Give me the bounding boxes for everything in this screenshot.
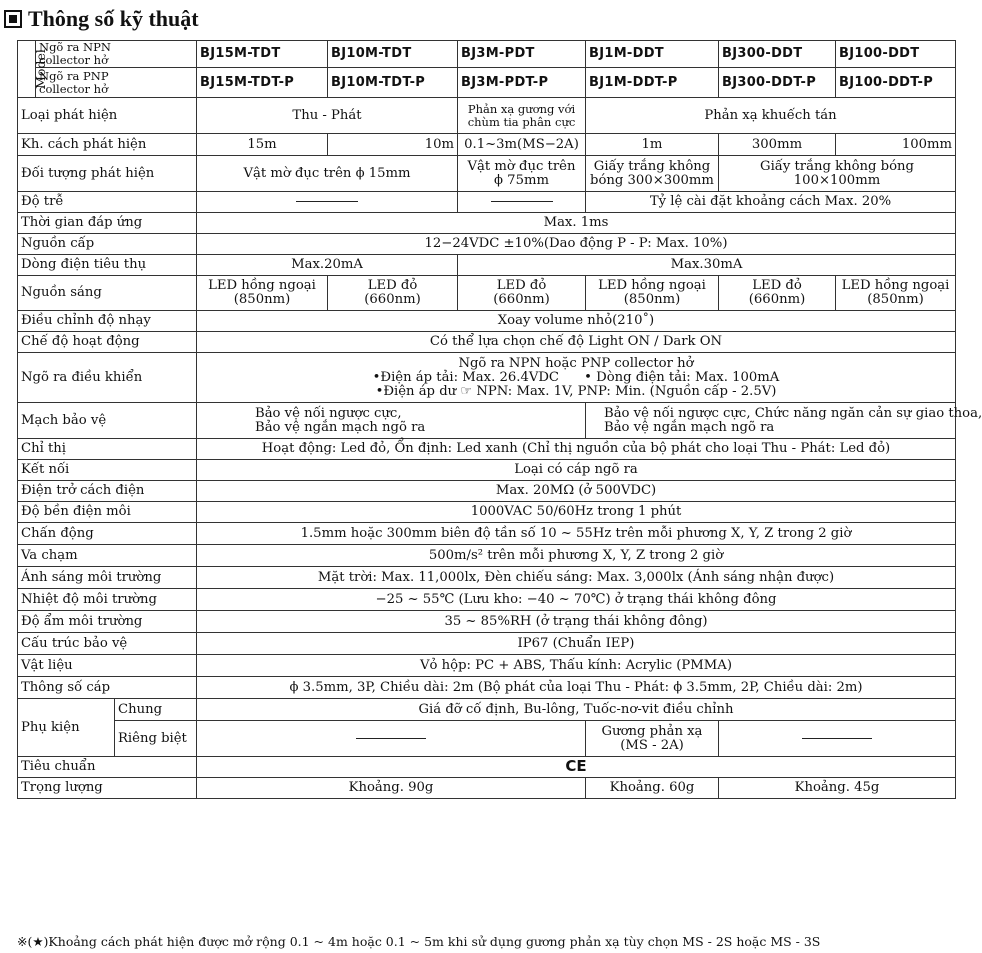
light-source-v4: LED hồng ngoại (850nm) [586,276,719,311]
row-light-source [18,276,956,311]
humidity-value: 35 ~ 85%RH (ở trạng thái không đông) [197,611,956,633]
ambient-light-value: Mặt trời: Max. 11,000lx, Đèn chiếu sáng: Max. 3,000lx (Ánh sáng nhận được) [197,567,956,589]
standard-label: Tiêu chuẩn [18,757,197,778]
dielectric-value: 1000VAC 50/60Hz trong 1 phút [197,502,956,523]
accessories-individual-v2: Gương phản xạ (MS - 2A) [586,721,719,757]
row-protection [18,403,956,439]
ambient-light-label: Ánh sáng môi trường [18,567,197,589]
row-response [18,213,956,234]
accessories-label: Phụ kiện [18,699,115,757]
footnote: ※(★)Khoảng cách phát hiện được mở rộng 0.1 ~ 4m hoặc 0.1 ~ 5m khi sử dụng gương phản xạ tùy chọn MS - 2S hoặc MS - 3S [17,934,821,949]
detection-type-v2: Phản xạ gương với chùm tia phân cực [458,98,586,134]
protection-rating-label: Cấu trúc bảo vệ [18,633,197,655]
insulation-label: Điện trở cách điện [18,481,197,502]
light-source-v5: LED đỏ (660nm) [719,276,836,311]
response-label: Thời gian đáp ứng [18,213,197,234]
ce-mark-icon: CE [565,757,587,775]
material-label: Vật liệu [18,655,197,677]
model-label-cell [18,41,48,98]
row-current [18,255,956,276]
mode-label: Chế độ hoạt động [18,332,197,353]
distance-v4: 1m [586,134,719,156]
model-npn-4: BJ1M-DDT [586,41,719,68]
spec-table [17,40,982,799]
distance-v3: 0.1~3m(MS−2A) [458,134,586,156]
title-text: Thông số kỹ thuật [28,6,199,31]
row-hysteresis [18,192,956,213]
current-v2: Max.30mA [458,255,956,276]
model-pnp-6: BJ100-DDT-P [836,68,956,98]
weight-label: Trọng lượng [18,778,197,799]
temperature-label: Nhiệt độ môi trường [18,589,197,611]
model-pnp-2: BJ10M-TDT-P [328,68,458,98]
light-source-v2: LED đỏ (660nm) [328,276,458,311]
cable-value: ϕ 3.5mm, 3P, Chiều dài: 2m (Bộ phát của loại Thu - Phát: ϕ 3.5mm, 2P, Chiều dài: 2m) [197,677,956,699]
model-npn-6: BJ100-DDT [836,41,956,68]
standard-value [197,757,956,778]
hysteresis-v2 [458,192,586,213]
row-material [18,655,956,677]
sensitivity-value: Xoay volume nhỏ(210˚) [197,311,956,332]
detection-type-v3: Phản xạ khuếch tán [586,98,956,134]
shock-value: 500m/s² trên mỗi phương X, Y, Z trong 2 giờ [197,545,956,567]
detection-type-label: Loại phát hiện [18,98,197,134]
vibration-label: Chấn động [18,523,197,545]
hysteresis-label: Độ trễ [18,192,197,213]
square-bullet-icon [4,10,22,28]
model-npn-2: BJ10M-TDT [328,41,458,68]
weight-v2: Khoảng. 60g [586,778,719,799]
row-dielectric [18,502,956,523]
distance-label: Kh. cách phát hiện [18,134,197,156]
mode-value: Có thể lựa chọn chế độ Light ON / Dark ON [197,332,956,353]
indicator-value: Hoạt động: Led đỏ, Ổn định: Led xanh (Chỉ thị nguồn của bộ phát cho loại Thu - Phát: Led đỏ) [197,439,956,460]
current-label: Dòng điện tiêu thụ [18,255,197,276]
weight-v3: Khoảng. 45g [719,778,956,799]
protection-v1: Bảo vệ nối ngược cực, Bảo vệ ngắn mạch ngõ ra [197,403,586,439]
target-v2: Vật mờ đục trên ϕ 75mm [458,156,586,192]
output-label: Ngõ ra điều khiển [18,353,197,403]
vibration-value: 1.5mm hoặc 300mm biên độ tần số 10 ~ 55Hz trên mỗi phương X, Y, Z trong 2 giờ [197,523,956,545]
connection-value: Loại có cáp ngõ ra [197,460,956,481]
model-npn-5: BJ300-DDT [719,41,836,68]
detection-type-v1: Thu - Phát [197,98,458,134]
model-npn-3: BJ3M-PDT [458,41,586,68]
light-source-v3: LED đỏ (660nm) [458,276,586,311]
model-pnp-5: BJ300-DDT-P [719,68,836,98]
light-source-v6: LED hồng ngoại (850nm) [836,276,956,311]
row-cable [18,677,956,699]
sensitivity-label: Điều chỉnh độ nhạy [18,311,197,332]
current-v1: Max.20mA [197,255,458,276]
distance-v6: 100mm [836,134,956,156]
target-v3: Giấy trắng không bóng 300×300mm [586,156,719,192]
row-output [18,353,956,403]
row-humidity [18,611,956,633]
row-protection-rating [18,633,956,655]
npn-label: Ngõ ra NPN collector hở [36,41,197,68]
model-npn-row [18,41,956,68]
row-mode [18,332,956,353]
accessories-individual-v3 [719,721,956,757]
accessories-common-label: Chung [115,699,197,721]
weight-v1: Khoảng. 90g [197,778,586,799]
model-label: Model [32,48,48,89]
connection-label: Kết nối [18,460,197,481]
row-sensitivity [18,311,956,332]
row-weight [18,778,956,799]
model-npn-1: BJ15M-TDT [197,41,328,68]
target-v4: Giấy trắng không bóng 100×100mm [719,156,956,192]
protection-rating-value: IP67 (Chuẩn IEP) [197,633,956,655]
page-title [4,4,199,34]
row-indicator [18,439,956,460]
model-pnp-row [18,68,956,98]
row-temperature [18,589,956,611]
row-accessories-common [18,699,956,721]
row-connection [18,460,956,481]
distance-v5: 300mm [719,134,836,156]
row-distance [18,134,956,156]
accessories-common-value: Giá đỡ cố định, Bu-lông, Tuốc-nơ-vit điều chỉnh [197,699,956,721]
row-shock [18,545,956,567]
dielectric-label: Độ bền điện môi [18,502,197,523]
row-ambient-light [18,567,956,589]
row-target [18,156,956,192]
row-accessories-individual [18,721,956,757]
row-vibration [18,523,956,545]
hysteresis-v1 [197,192,458,213]
row-standard [18,757,956,778]
power-label: Nguồn cấp [18,234,197,255]
accessories-individual-v1 [197,721,586,757]
model-pnp-1: BJ15M-TDT-P [197,68,328,98]
insulation-value: Max. 20MΩ (ở 500VDC) [197,481,956,502]
dash-line [296,201,358,202]
distance-v1: 15m [197,134,328,156]
indicator-label: Chỉ thị [18,439,197,460]
power-value: 12−24VDC ±10%(Dao động P - P: Max. 10%) [197,234,956,255]
cable-label: Thông số cáp [18,677,197,699]
protection-v2: Bảo vệ nối ngược cực, Chức năng ngăn cản sự giao thoa, Bảo vệ ngắn mạch ngõ ra [586,403,956,439]
accessories-individual-label: Riêng biệt [115,721,197,757]
dash-line [356,738,426,739]
material-value: Vỏ hộp: PC + ABS, Thấu kính: Acrylic (PMMA) [197,655,956,677]
model-pnp-4: BJ1M-DDT-P [586,68,719,98]
distance-v2: 10m [328,134,458,156]
model-pnp-3: BJ3M-PDT-P [458,68,586,98]
pnp-label: Ngõ ra PNP collector hở [36,68,197,98]
shock-label: Va chạm [18,545,197,567]
dash-line [491,201,553,202]
light-source-label: Nguồn sáng [18,276,197,311]
row-detection-type [18,98,956,134]
hysteresis-v3: Tỷ lệ cài đặt khoảng cách Max. 20% [586,192,956,213]
output-value: Ngõ ra NPN hoặc PNP collector hở •Điện áp tải: Max. 26.4VDC • Dòng điện tải: Max. 100mA •Điện áp dư ☞ NPN: Max. 1V, PNP: Min. (Nguồn cấp - 2.5V) [197,353,956,403]
row-power [18,234,956,255]
row-insulation [18,481,956,502]
light-source-v1: LED hồng ngoại (850nm) [197,276,328,311]
target-v1: Vật mờ đục trên ϕ 15mm [197,156,458,192]
response-value: Max. 1ms [197,213,956,234]
protection-label: Mạch bảo vệ [18,403,197,439]
temperature-value: −25 ~ 55℃ (Lưu kho: −40 ~ 70℃) ở trạng thái không đông [197,589,956,611]
humidity-label: Độ ẩm môi trường [18,611,197,633]
target-label: Đối tượng phát hiện [18,156,197,192]
dash-line [802,738,872,739]
